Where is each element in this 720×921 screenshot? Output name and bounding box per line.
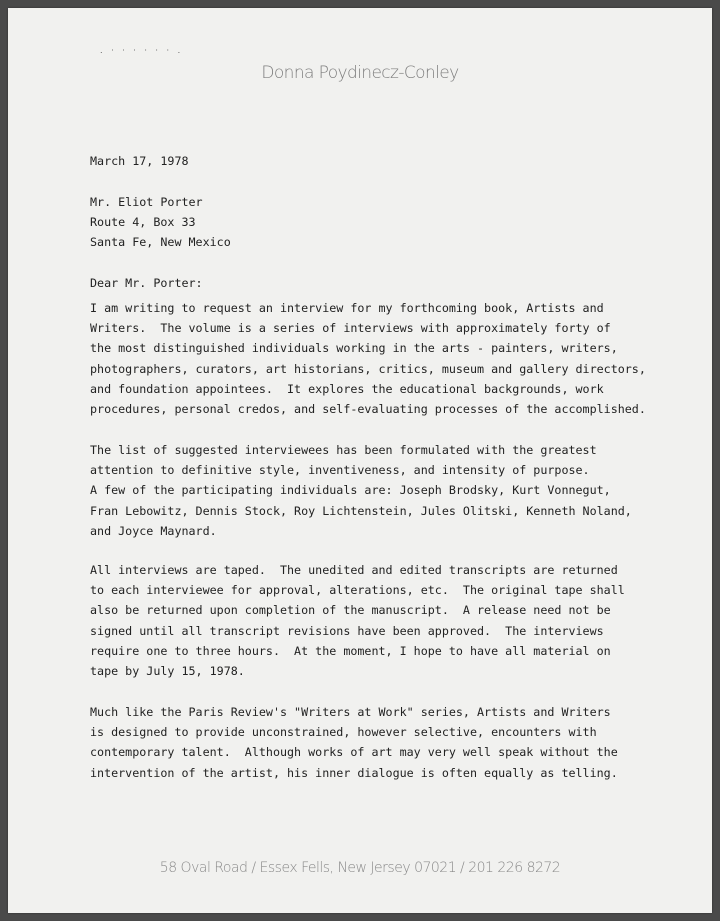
text-line: photographers, curators, art historians, critics, museum and gallery directors, xyxy=(90,361,646,376)
text-line: to each interviewee for approval, alterations, etc. The original tape shall xyxy=(90,583,625,598)
paragraph-1 xyxy=(90,298,650,419)
text-line: Fran Lebowitz, Dennis Stock, Roy Lichtenstein, Jules Olitski, Kenneth Noland, xyxy=(90,503,632,518)
text-line: and foundation appointees. It explores the educational backgrounds, work xyxy=(90,381,604,396)
address-line: Route 4, Box 33 xyxy=(90,215,196,230)
text-line: intervention of the artist, his inner dialogue is often equally as telling. xyxy=(90,765,618,780)
salutation: Dear Mr. Porter: xyxy=(90,276,203,290)
text-line: attention to definitive style, inventiveness, and intensity of purpose. xyxy=(90,463,590,478)
text-line: Much like the Paris Review's "Writers at Work" series, Artists and Writers xyxy=(90,705,611,719)
text-line: The list of suggested interviewees has been formulated with the greatest xyxy=(90,443,597,457)
letter-date: March 17, 1978 xyxy=(90,154,189,168)
text-line: Writers. The volume is a series of interviews with approximately forty of xyxy=(90,321,611,336)
text-line: procedures, personal credos, and self-evaluating processes of the accomplished. xyxy=(90,402,646,417)
address-line: Mr. Eliot Porter xyxy=(90,195,203,209)
letter-page xyxy=(8,8,712,913)
text-line: also be returned upon completion of the manuscript. A release need not be xyxy=(90,603,611,618)
text-line: is designed to provide unconstrained, however selective, encounters with xyxy=(90,725,597,740)
paragraph-3 xyxy=(90,560,650,681)
text-line: All interviews are taped. The unedited and edited transcripts are returned xyxy=(90,563,618,577)
recipient-address xyxy=(90,192,231,253)
text-line: tape by July 15, 1978. xyxy=(90,664,245,679)
text-line: require one to three hours. At the moment, I hope to have all material on xyxy=(90,643,611,658)
letterhead-name: Donna Poydinecz-Conley xyxy=(261,63,459,83)
text-line: signed until all transcript revisions have been approved. The interviews xyxy=(90,623,604,638)
address-line: Santa Fe, New Mexico xyxy=(90,235,231,250)
letterhead-footer-address: 58 Oval Road / Essex Fells, New Jersey 07021 / 201 226 8272 xyxy=(159,860,561,876)
text-line: A few of the participating individuals are: Joseph Brodsky, Kurt Vonnegut, xyxy=(90,483,611,498)
paragraph-4 xyxy=(90,702,650,783)
text-line: and Joyce Maynard. xyxy=(90,523,217,538)
text-line: I am writing to request an interview for my forthcoming book, Artists and xyxy=(90,301,604,315)
paper-specks: . · · · · · · . xyxy=(100,46,184,55)
paragraph-2 xyxy=(90,440,650,541)
text-line: contemporary talent. Although works of art may very well speak without the xyxy=(90,745,618,760)
text-line: the most distinguished individuals working in the arts - painters, writers, xyxy=(90,341,618,356)
